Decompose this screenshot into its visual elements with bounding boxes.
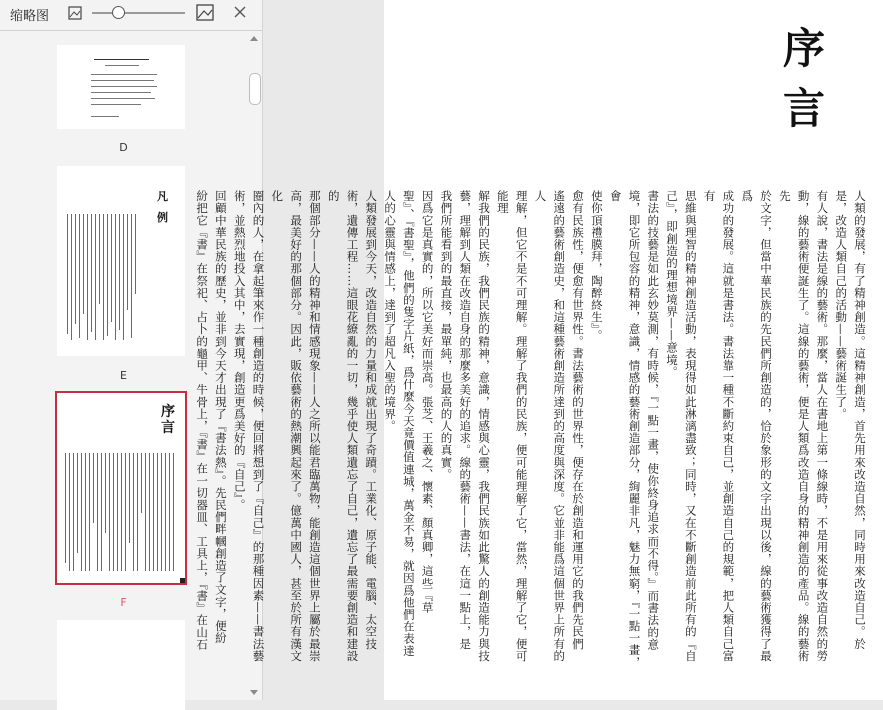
- scrollbar-thumb[interactable]: [249, 73, 261, 105]
- sidebar-title: 缩略图: [10, 9, 50, 24]
- thumb-text-column: [157, 453, 158, 571]
- thumb-text-column: [173, 453, 174, 571]
- thumb-text-column: [91, 214, 92, 332]
- text-column: 使你頂禮膜拜，陶醉終生』。: [589, 190, 604, 342]
- text-column: 術，並熱烈地投入其中，去實現，創造更爲美好的『自己』。: [232, 190, 247, 511]
- thumb-text-column: [87, 214, 88, 340]
- thumb-text-column: [161, 453, 162, 571]
- thumb-heading-char: 言: [161, 420, 175, 436]
- text-column: 聖』、『書聖』，他們的隻字片紙，爲什麼今天竟價值連城，萬金不易，就因爲他們在表達: [401, 190, 416, 657]
- thumb-text-column: [119, 214, 120, 330]
- thumb-text-column: [141, 453, 142, 513]
- thumb-text-column: [115, 214, 116, 340]
- thumb-text-column: [117, 453, 118, 571]
- text-column: 己』，即創造的理想境界——意境。: [665, 190, 680, 378]
- thumb-heading-char: 序: [161, 404, 175, 420]
- thumb-text-line: [91, 92, 151, 93]
- text-column: 紛把它『書』在祭祀、占卜的龜甲、牛骨上，『書』在一切器皿、工具上，『書』在山石: [195, 190, 210, 651]
- thumb-text-column: [85, 453, 86, 571]
- thumb-text-column: [67, 214, 68, 334]
- text-column: 思維與理智的精神創造活動，表現得如此淋漓盡致；同時，又在不斷創造前此所有的『自: [683, 190, 698, 662]
- thumb-text-column: [107, 214, 108, 336]
- page-title-char: 序: [783, 24, 826, 73]
- text-column: 高，最美好的那個部分。因此，販依藝術的熱潮興起來了。億萬中國人，甚至於所有漢文化: [270, 190, 304, 662]
- scroll-up-arrow-icon[interactable]: [250, 36, 258, 41]
- thumb-text-line: [91, 80, 154, 81]
- zoom-out-image-icon[interactable]: [68, 6, 82, 20]
- thumb-text-column: [95, 214, 96, 340]
- thumb-heading-char: 凡: [157, 190, 168, 203]
- thumb-text-column: [93, 453, 94, 523]
- thumb-heading-char: 例: [157, 211, 168, 224]
- thumb-text-column: [121, 453, 122, 571]
- thumb-text-column: [77, 453, 78, 553]
- thumb-text-line: [91, 74, 157, 75]
- vertical-text-body: [195, 190, 869, 670]
- thumb-corner-marker: [180, 578, 185, 583]
- text-column: 理解，但它不是不可理解。理解了我們的民族，便可能理解了它，當然，理解了它，便可能理: [495, 190, 529, 662]
- thumb-text-column: [129, 453, 130, 543]
- thumb-text-column: [113, 453, 114, 571]
- thumb-text-column: [105, 453, 106, 533]
- text-column: 於文字，但當中華民族的先民們所創造的，恰於象形的文字出現以後，線的藝術獲得了最爲: [740, 190, 774, 662]
- text-column: 愈有民族性，便愈有世界性。書法藝術的世界性，便存在於創造和運用它的我們先民們: [571, 190, 586, 650]
- thumbnail-page-e[interactable]: [57, 166, 185, 356]
- text-column: 人類發展到今天，改造自然的力量和成就出現了奇蹟。工業化、原子能、電腦、太空技: [364, 190, 379, 650]
- text-column: 我們所能看到的最直接，最單純，也最高的人的真實。: [439, 190, 454, 481]
- thumb-text-column: [71, 214, 72, 340]
- thumb-text-column: [133, 453, 134, 571]
- sidebar-toolbar: [0, 0, 262, 31]
- text-column: 是，改造人類自己的活動——藝術誕生了。: [834, 190, 849, 420]
- thumb-text-column: [109, 453, 110, 571]
- thumbnail-label-d[interactable]: D: [119, 141, 128, 154]
- text-column: 書法的技藝是如此玄妙莫測，有時候，『一點一畫，使你終身追求而不得。』而書法的意: [646, 190, 661, 651]
- thumb-text-columns: [67, 214, 136, 344]
- text-column: 人的心靈與情感上，達到了超凡入聖的境界。: [383, 190, 398, 432]
- text-column: 回顧中華民族的歷史，並非到今天才出現了『書法熱』。先民們畔幗創造了文字，便紛: [213, 190, 228, 645]
- zoom-slider-handle[interactable]: [112, 6, 125, 19]
- thumb-text-column: [127, 214, 128, 310]
- document-page: [195, 0, 883, 700]
- text-column: 遙遠的藝術創造史，和這種藝術創造所達到的高度與深度。它並非能爲這個世界上所有的人: [533, 190, 567, 662]
- thumb-text-columns: [65, 453, 174, 578]
- thumb-text-line: [91, 98, 155, 99]
- text-column: 有人說，書法是線的藝術。那麼，當人在書地上第一條線時，不是用來從事改造自然的勞: [815, 190, 830, 662]
- close-icon[interactable]: [233, 5, 247, 19]
- thumb-text-column: [79, 214, 80, 338]
- thumb-text-column: [169, 453, 170, 571]
- text-column: 術，遺傳工程……這眼花繚亂的一切，幾乎使人類遺忘了自己，遺忘了最需要創造和建設的: [326, 190, 360, 662]
- thumb-text-column: [69, 453, 70, 571]
- thumb-text-column: [135, 214, 136, 294]
- text-column: 境，即它所包容的精神，意識，情感的藝術創造部分，絢麗非凡，魅力無窮，『一點一畫，會: [608, 190, 642, 669]
- thumb-text-column: [83, 214, 84, 314]
- text-column: 藝，理解到人類在改造自身的那麼多美好的追求。線的藝術——書法，在這一點上，是: [458, 190, 473, 650]
- thumb-text-line: [91, 116, 119, 117]
- text-column: 因爲它是真實的，所以它美好而崇高。張芝、王羲之、懷素、顏真卿，這些『草: [420, 190, 435, 614]
- thumb-text-column: [123, 214, 124, 340]
- thumb-text-column: [99, 214, 100, 304]
- thumbnail-page-d[interactable]: [57, 45, 185, 129]
- thumb-text-column: [97, 453, 98, 571]
- thumb-text-column: [101, 453, 102, 571]
- thumb-text-line: [91, 86, 157, 87]
- thumb-text-column: [111, 214, 112, 322]
- thumb-text-column: [145, 453, 146, 571]
- thumb-text-column: [137, 453, 138, 571]
- thumb-text-column: [165, 453, 166, 571]
- thumbnail-page-next[interactable]: [57, 620, 185, 710]
- thumbnail-label-e[interactable]: E: [120, 369, 127, 382]
- page-title-char: 言: [783, 84, 826, 133]
- thumb-text-column: [89, 453, 90, 571]
- text-column: 動，線的藝術便誕生了。這線的藝術，便是人類爲改造自身的精神創造的產品。線的藝術先: [777, 190, 811, 662]
- thumb-text-column: [75, 214, 76, 324]
- thumb-text-column: [153, 453, 154, 571]
- thumb-title-line: [94, 59, 149, 60]
- scroll-down-arrow-icon[interactable]: [250, 690, 258, 695]
- thumb-text-column: [73, 453, 74, 571]
- thumb-text-column: [125, 453, 126, 571]
- text-column: 人類的發展，有了精神創造。這精神創造，首先用來改造自然，同時用來改造自己。於: [853, 190, 867, 650]
- zoom-in-image-icon[interactable]: [196, 4, 214, 21]
- zoom-slider[interactable]: [92, 12, 185, 14]
- thumbnail-label-f[interactable]: F: [120, 596, 127, 609]
- thumb-text-column: [65, 453, 66, 563]
- thumb-text-column: [103, 214, 104, 340]
- text-column: 解我們的民族，我們民族的精神，意識，情感與心靈，我們民族如此驚人的創造能力與技: [477, 190, 492, 662]
- thumb-text-column: [81, 453, 82, 571]
- thumb-text-line: [105, 65, 139, 66]
- thumb-text-column: [149, 453, 150, 571]
- thumb-text-line: [91, 104, 141, 105]
- text-column: 圈內的人，在拿起筆來作一種創造的時候，便回將想到了『自己』的那種因素——書法藝: [251, 190, 266, 662]
- text-column: 成功的發展。這就是書法。書法靠一種不斷約束自己，並創造自己的規範，把人類自己富有: [702, 190, 736, 662]
- thumbnail-page-f[interactable]: [57, 393, 185, 583]
- thumb-text-column: [131, 214, 132, 338]
- text-column: 那個部分——人的精神和情感現象——人之所以能君臨萬物，能創造這個世界上屬於最崇: [307, 190, 322, 662]
